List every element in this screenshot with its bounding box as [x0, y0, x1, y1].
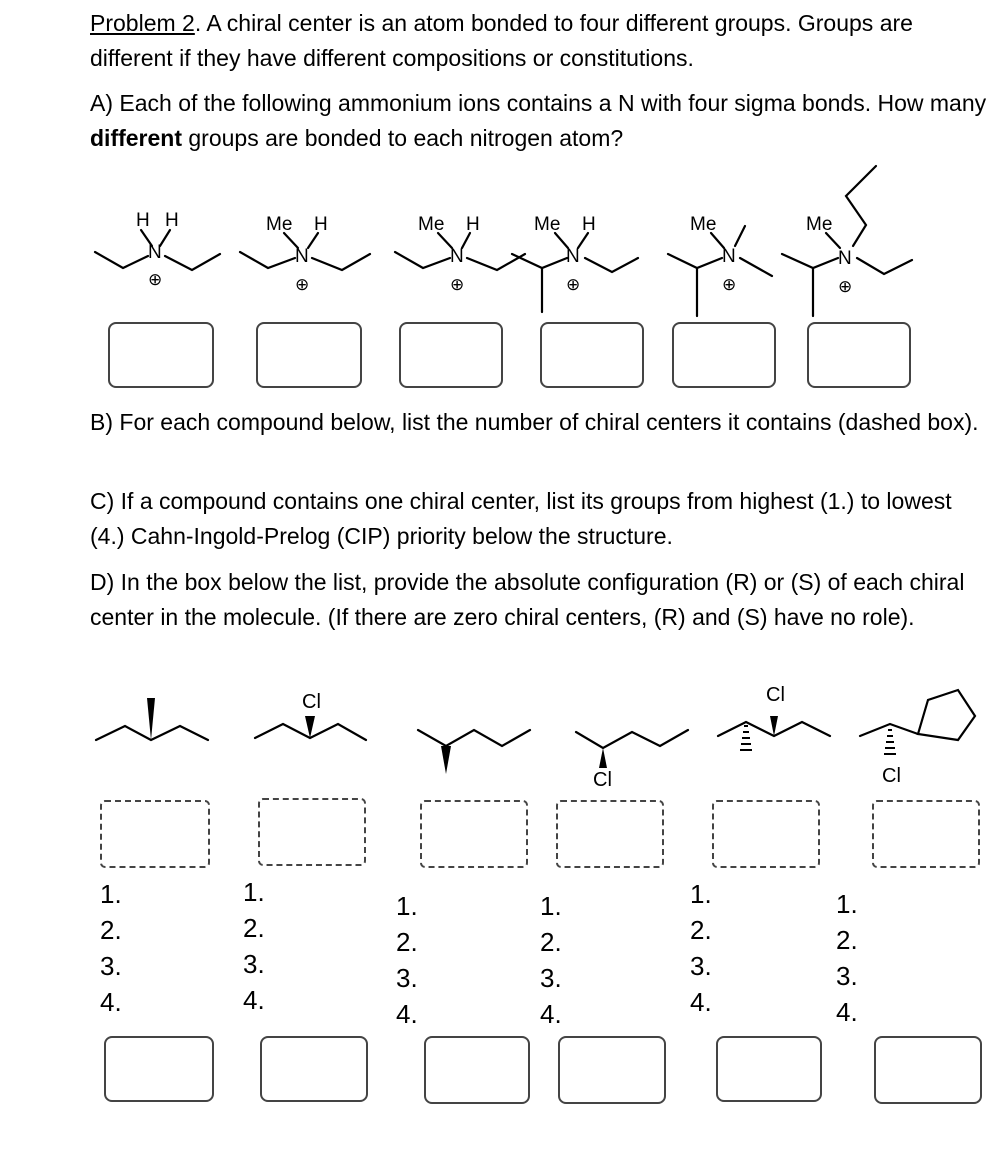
charge-symbol: ⊕	[148, 270, 163, 289]
cip-list-2: 1. 2. 3. 4.	[243, 877, 265, 1015]
charge-symbol: ⊕	[566, 275, 581, 294]
atom-me: Me	[690, 214, 717, 235]
problem-intro: Problem 2. A chiral center is an atom bonded to four different groups. Groups are different if they have different compositions or constitutions.	[90, 10, 913, 71]
atom-me: Me	[806, 214, 833, 235]
atom-h: H	[314, 214, 328, 235]
part-c-question: C) If a compound contains one chiral center, list its groups from highest (1.) to lowest (4.) Cahn-Ingold-Prelog (CIP) priority below the structure.	[90, 488, 952, 549]
atom-me: Me	[418, 214, 445, 235]
cip-list-6: 1. 2. 3. 4.	[836, 889, 858, 1027]
charge-symbol: ⊕	[295, 275, 310, 294]
atom-cl: Cl	[882, 765, 901, 787]
part-a-question: A) Each of the following ammonium ions contains a N with four sigma bonds. How many different groups are bonded to each nitrogen atom?	[90, 90, 987, 151]
cip-list-5: 1. 2. 3. 4.	[690, 879, 712, 1017]
chiral-count-box-3[interactable]	[420, 800, 528, 868]
atom-h: H	[582, 214, 596, 235]
chiral-count-box-4[interactable]	[556, 800, 664, 868]
part-d-question: D) In the box below the list, provide the absolute configuration (R) or (S) of each chiral center in the molecule. (If there are zero chiral centers, (R) and (S) have no role).	[90, 569, 965, 630]
atom-n: N	[295, 246, 309, 267]
charge-symbol: ⊕	[838, 277, 853, 296]
atom-me: Me	[534, 214, 561, 235]
chiral-count-box-1[interactable]	[100, 800, 210, 868]
charge-symbol: ⊕	[722, 275, 737, 294]
atom-n: N	[566, 246, 580, 267]
atom-cl: Cl	[302, 691, 321, 713]
part-b-question: B) For each compound below, list the number of chiral centers it contains (dashed box).	[90, 409, 979, 435]
config-box-1[interactable]	[104, 1036, 214, 1102]
cip-list-4: 1. 2. 3. 4.	[540, 891, 562, 1029]
problem-heading: Problem 2	[90, 10, 195, 36]
chiral-count-box-5[interactable]	[712, 800, 820, 868]
chiral-count-box-6[interactable]	[872, 800, 980, 868]
atom-n: N	[450, 246, 464, 267]
charge-symbol: ⊕	[450, 275, 465, 294]
atom-h: H	[136, 210, 150, 231]
cip-list-3: 1. 2. 3. 4.	[396, 891, 418, 1029]
cip-list-1: 1. 2. 3. 4.	[100, 879, 122, 1017]
atom-n: N	[148, 242, 162, 263]
config-box-5[interactable]	[716, 1036, 822, 1102]
atom-h: H	[165, 210, 179, 231]
atom-cl: Cl	[766, 684, 785, 706]
atom-cl: Cl	[593, 769, 612, 791]
config-box-4[interactable]	[558, 1036, 666, 1104]
atom-me: Me	[266, 214, 293, 235]
atom-n: N	[722, 246, 736, 267]
config-box-6[interactable]	[874, 1036, 982, 1104]
atom-n: N	[838, 248, 852, 269]
atom-h: H	[466, 214, 480, 235]
config-box-3[interactable]	[424, 1036, 530, 1104]
chiral-count-box-2[interactable]	[258, 798, 366, 866]
config-box-2[interactable]	[260, 1036, 368, 1102]
